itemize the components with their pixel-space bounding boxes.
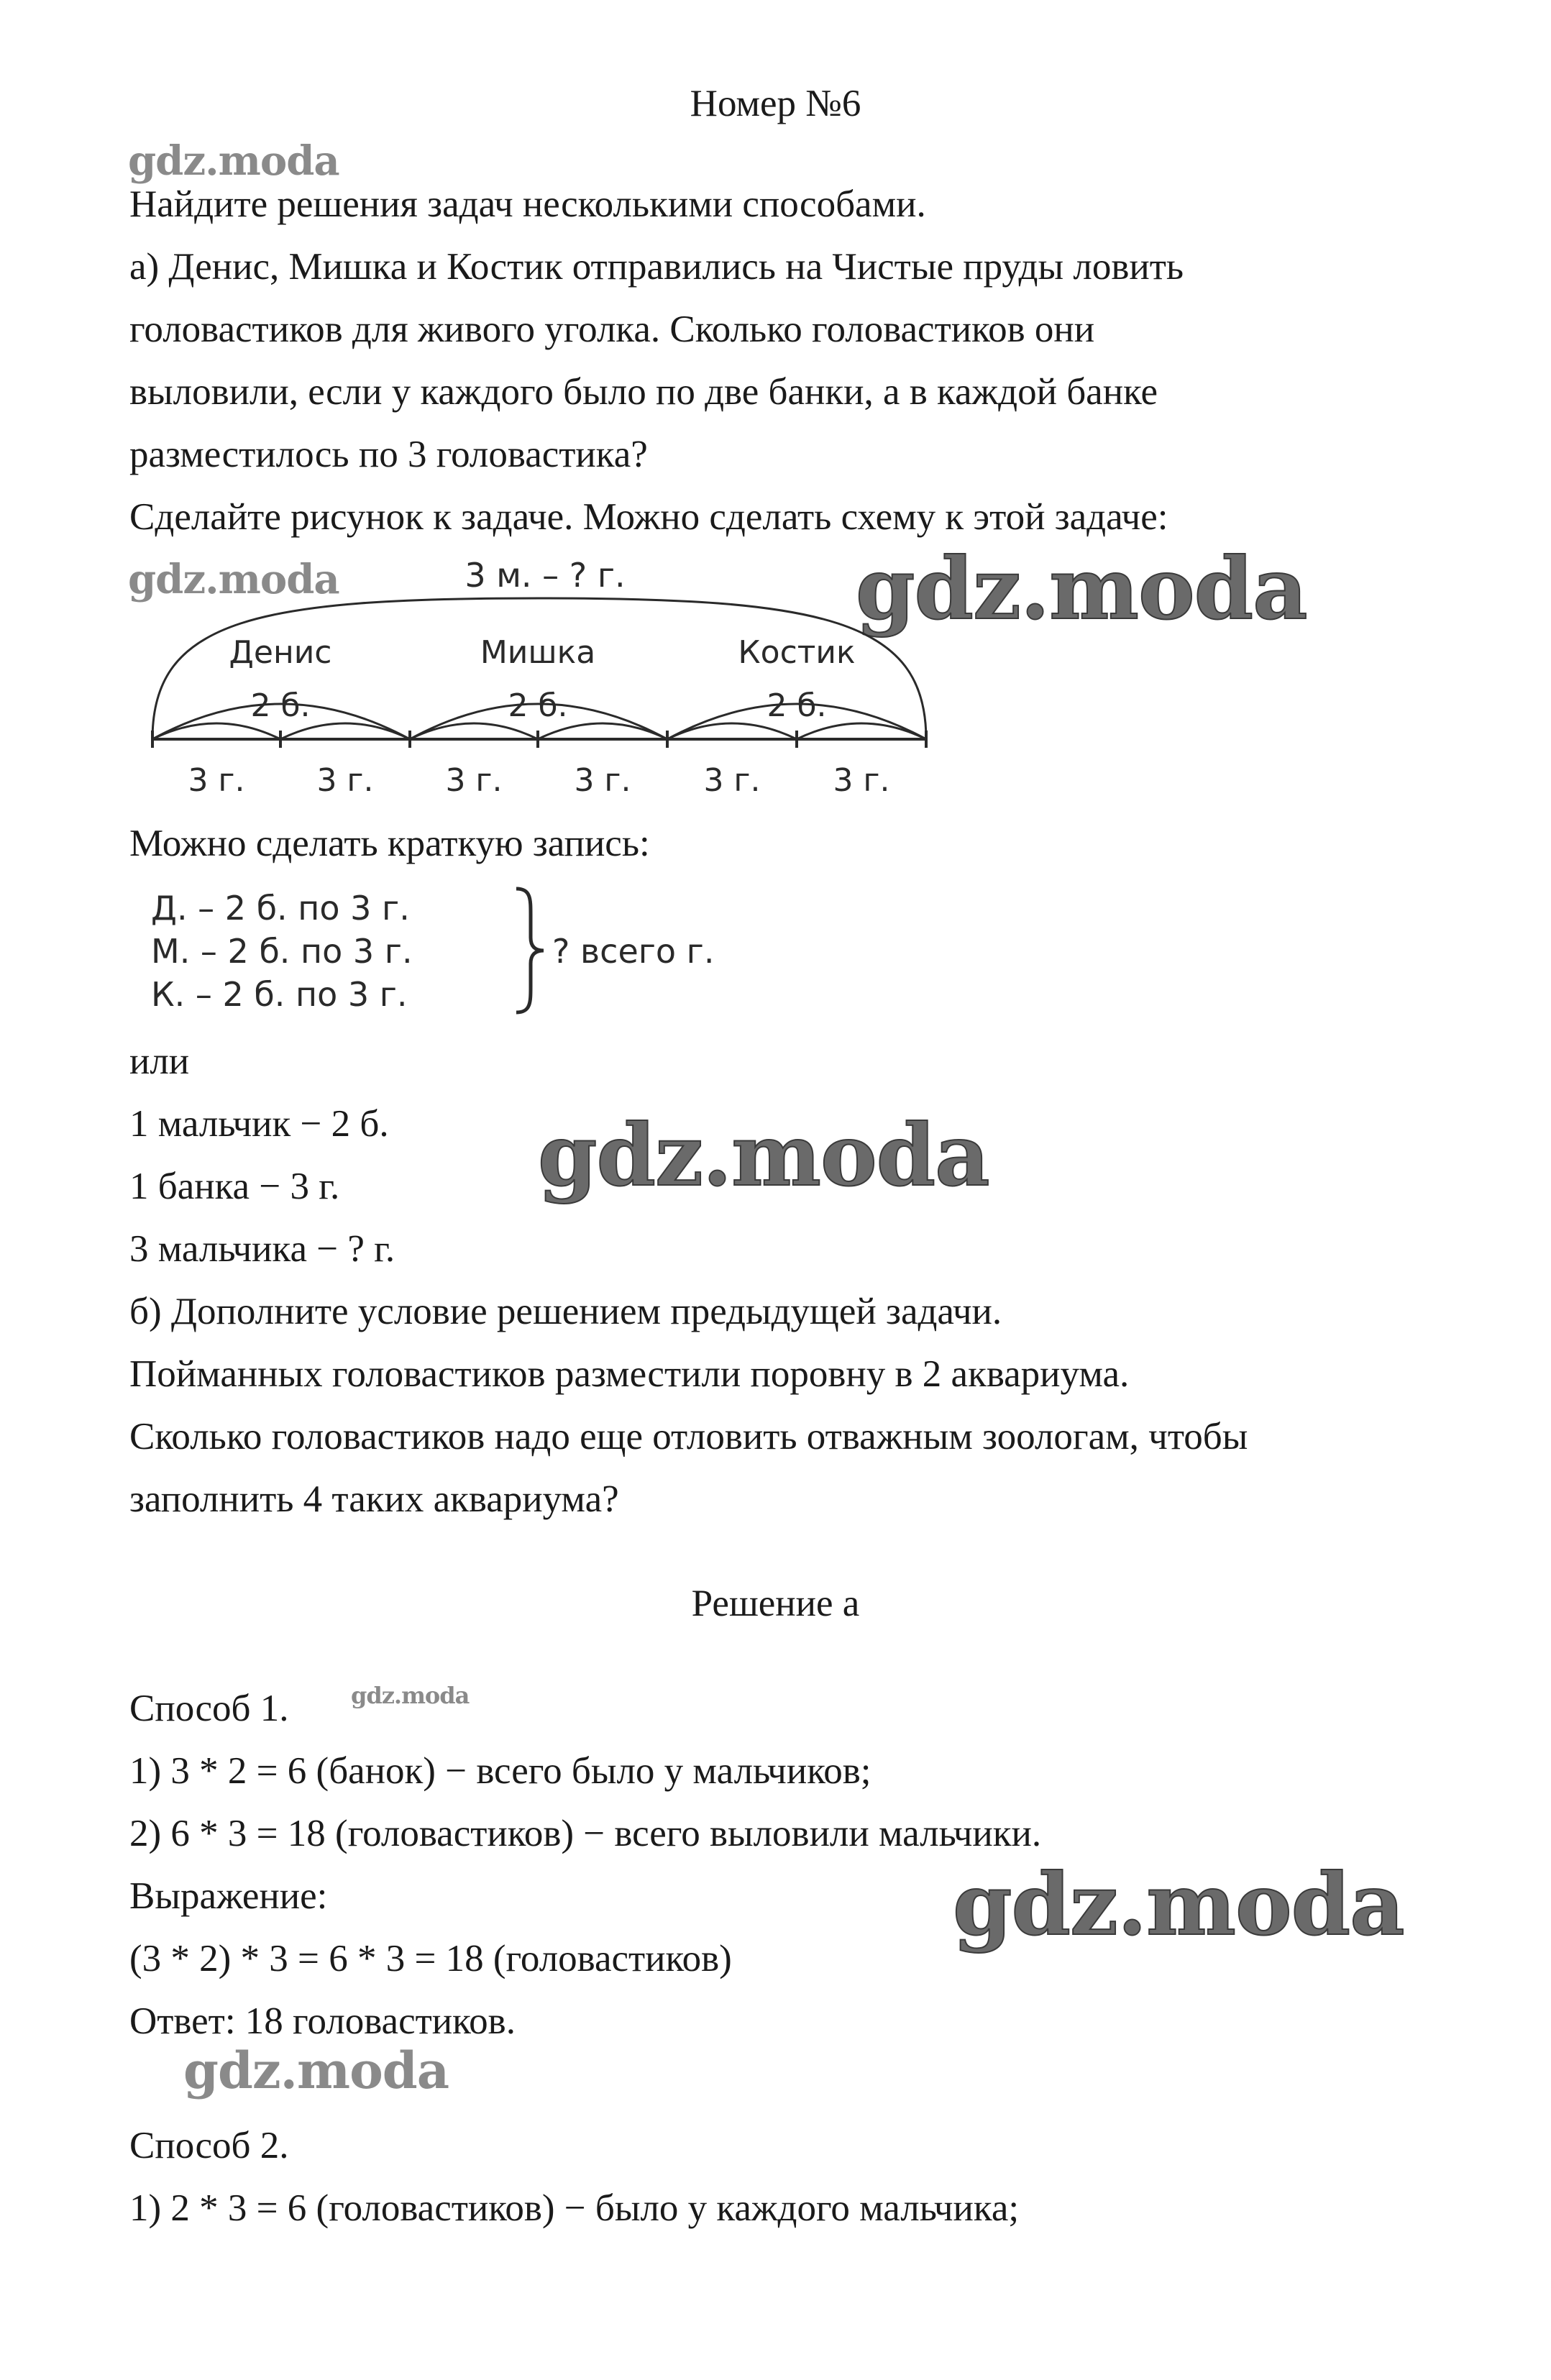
scheme-name-denis: Денис [229,634,332,671]
scheme-tadpoles-label: 3 г. [316,762,374,799]
scheme-name-kostik: Костик [738,634,856,671]
alt-line: 1 банка − 3 г. [129,1166,340,1207]
scheme-top-label: 3 м. – ? г. [465,556,626,595]
task-a-line: головастиков для живого уголка. Сколько головастиков они [129,308,1095,350]
method2-step: 1) 2 * 3 = 6 (головастиков) − было у каждого мальчика; [129,2187,1020,2229]
scheme-tadpoles-label: 3 г. [574,762,631,799]
watermark: gdz.moda [351,1682,470,1709]
task-b-line: заполнить 4 таких аквариума? [129,1478,619,1520]
page-title: Номер №6 [690,83,861,124]
scheme-tadpoles-label: 3 г. [445,762,503,799]
task-intro: Найдите решения задач несколькими способами. [129,183,926,225]
scheme-tadpoles-label: 3 г. [188,762,245,799]
scheme-diagram [137,554,942,805]
task-a-line: разместилось по 3 головастика? [129,434,648,475]
method1-answer: Ответ: 18 головастиков. [129,2000,516,2042]
short-note-total: ? всего г. [552,932,715,971]
task-a-line: выловили, если у каждого было по две банки, а в каждой банке [129,371,1158,413]
task-b-line: б) Дополните условие решением предыдущей задачи. [129,1291,1002,1332]
task-a-line: а) Денис, Мишка и Костик отправились на Чистые пруды ловить [129,246,1184,288]
alt-line: 1 мальчик − 2 б. [129,1103,389,1145]
watermark: gdz.moda [128,137,339,185]
drawing-hint: Сделайте рисунок к задаче. Можно сделать схему к этой задаче: [129,496,1168,538]
solution-heading: Решение а [691,1583,860,1624]
watermark: gdz.moda [538,1105,989,1205]
watermark: gdz.moda [953,1854,1404,1954]
short-note-row: М. – 2 б. по 3 г. [151,932,413,971]
brace-icon [512,886,548,1015]
alt-or: или [129,1040,190,1082]
watermark: gdz.moda [856,539,1307,639]
watermark: gdz.moda [128,556,339,603]
scheme-tadpoles-label: 3 г. [703,762,761,799]
method2-title: Способ 2. [129,2125,289,2166]
alt-line: 3 мальчика − ? г. [129,1228,395,1270]
scheme-banks-label: 2 б. [508,687,568,724]
short-note-row: К. – 2 б. по 3 г. [151,975,408,1014]
short-note-label: Можно сделать краткую запись: [129,823,650,864]
scheme-banks-label: 2 б. [250,687,311,724]
task-b-line: Сколько головастиков надо еще отловить отважным зоологам, чтобы [129,1416,1248,1457]
method1-step: 2) 6 * 3 = 18 (головастиков) − всего выловили мальчики. [129,1813,1042,1854]
scheme-tadpoles-label: 3 г. [833,762,890,799]
scheme-name-mishka: Мишка [480,634,596,671]
method1-step: 1) 3 * 2 = 6 (банок) − всего было у мальчиков; [129,1750,871,1792]
method1-title: Способ 1. [129,1688,289,1729]
method1-expr: (3 * 2) * 3 = 6 * 3 = 18 (головастиков) [129,1938,732,1979]
method1-expr-label: Выражение: [129,1875,328,1917]
task-b-line: Пойманных головастиков разместили поровну в 2 аквариума. [129,1353,1130,1395]
short-note-row: Д. – 2 б. по 3 г. [151,889,410,928]
watermark: gdz.moda [183,2041,449,2100]
scheme-banks-label: 2 б. [767,687,827,724]
